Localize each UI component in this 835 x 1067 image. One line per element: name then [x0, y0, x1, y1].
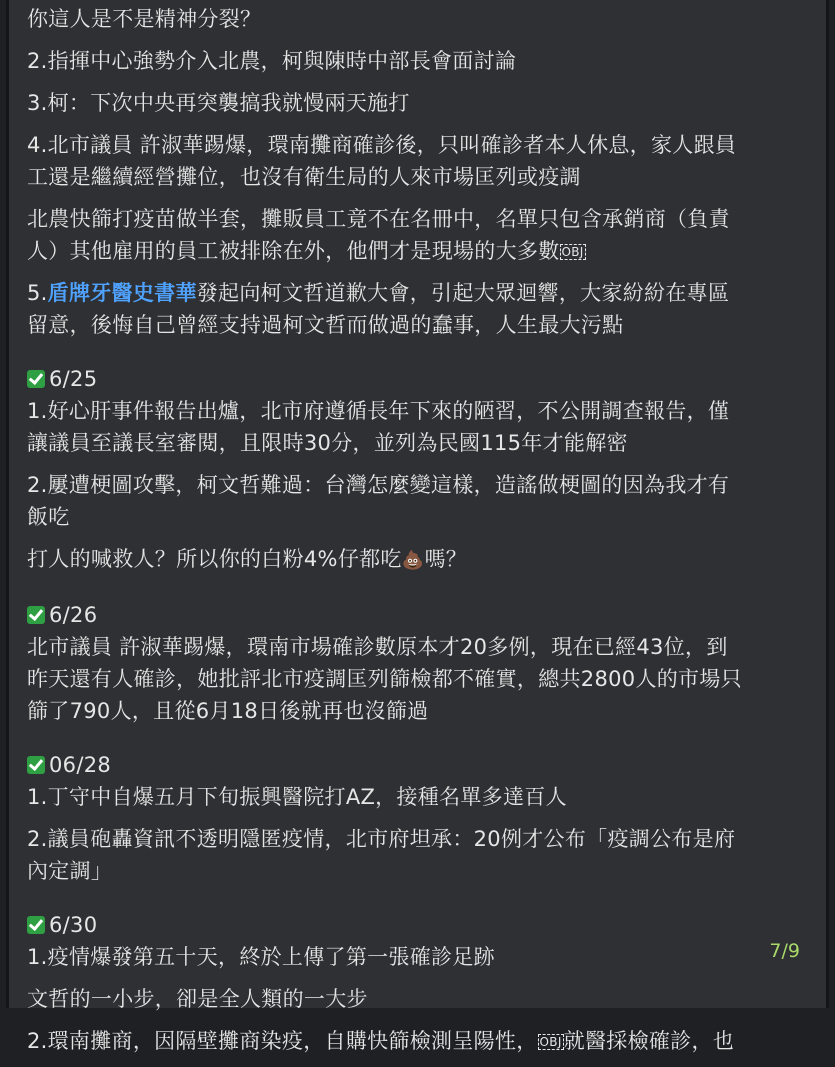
- spacer: [27, 897, 813, 909]
- text-paragraph: [27, 3, 813, 35]
- text-paragraph: [27, 631, 813, 727]
- poop-emoji-icon: 💩: [401, 550, 425, 571]
- text-line: 4.北市議員 許淑華踢爆，環南攤商確診後，只叫確診者本人休息，家人跟員: [27, 133, 737, 157]
- text-line: 北農快篩打疫苗做半套，攤販員工竟不在名冊中，名單只包含承銷商（負責: [27, 207, 730, 231]
- date-heading: [27, 363, 813, 395]
- text-fragment: 就醫採檢確診，也: [563, 1029, 735, 1053]
- text-line: [27, 543, 813, 577]
- text-paragraph: [27, 781, 813, 813]
- text-line: 1.丁守中自爆五月下旬振興醫院打AZ，接種名單多達百人: [27, 785, 567, 809]
- text-line: 2.議員砲轟資訊不透明隱匿疫情，北市府坦承：20例才公布「疫調公布是府: [27, 827, 736, 851]
- text-paragraph: [27, 823, 813, 887]
- text-paragraph: [27, 395, 813, 459]
- date-label: 06/28: [49, 753, 112, 777]
- text-paragraph: [27, 1025, 813, 1057]
- text-line: 飯吃: [27, 505, 70, 529]
- text-line: 工還是繼續經營攤位，也沒有衛生局的人來市場匡列或疫調: [27, 165, 581, 189]
- text-line: 2.屢遭梗圖攻擊，柯文哲難過：台灣怎麼變這樣，造謠做梗圖的因為我才有: [27, 473, 730, 497]
- text-fragment: 打人的喊救人？所以你的白粉4%仔都吃: [27, 547, 402, 571]
- text-line: 昨天還有人確診，她批評北市疫調匡列篩檢都不確實，總共2800人的市場只: [27, 667, 742, 691]
- text-line: 3.柯：下次中央再突襲搞我就慢兩天施打: [27, 91, 410, 115]
- date-label: 6/25: [49, 367, 98, 391]
- date-heading: [27, 749, 813, 781]
- date-label: 6/26: [49, 603, 98, 627]
- spacer: [27, 587, 813, 599]
- text-line: 留意，後悔自己曾經支持過柯文哲而做過的蠢事，人生最大污點: [27, 313, 624, 337]
- check-mark-icon: [27, 756, 45, 774]
- post-content: [27, 3, 813, 1067]
- text-paragraph: [27, 983, 813, 1015]
- text-line: 篩了790人，且從6月18日後就再也沒篩過: [27, 699, 429, 723]
- text-line: 讓議員至議長室審閱，且限時30分，並列為民國115年才能解密: [27, 431, 628, 455]
- object-placeholder-icon: OBJ: [561, 245, 584, 259]
- text-line: 1.好心肝事件報告出爐，北市府遵循長年下來的陋習，不公開調查報告，僅: [27, 399, 730, 423]
- text-line: 文哲的一小步，卻是全人類的一大步: [27, 987, 368, 1011]
- check-mark-icon: [27, 606, 45, 624]
- text-paragraph: [27, 469, 813, 533]
- text-line: 2.指揮中心強勢介入北農，柯與陳時中部長會面討論: [27, 49, 517, 73]
- text-fragment: 發起向柯文哲道歉大會，引起大眾迴響，大家紛紛在專區: [196, 281, 730, 305]
- text-fragment: 5.: [27, 281, 48, 305]
- text-fragment: 人）其他雇用的員工被排除在外，他們才是現場的大多數: [27, 239, 560, 263]
- date-heading: [27, 909, 813, 941]
- text-line: 1.疫情爆發第五十天，終於上傳了第一張確診足跡: [27, 945, 495, 969]
- check-mark-icon: [27, 916, 45, 934]
- mention-link[interactable]: 盾牌牙醫史書華: [47, 281, 197, 305]
- spacer: [27, 351, 813, 363]
- text-paragraph: [27, 87, 813, 119]
- text-line: 北市議員 許淑華踢爆，環南市場確診數原本才20多例，現在已經43位，到: [27, 635, 728, 659]
- date-heading: [27, 599, 813, 631]
- text-fragment: 嗎？: [424, 547, 468, 571]
- date-label: 6/30: [49, 913, 98, 937]
- text-line: [27, 1025, 813, 1057]
- object-placeholder-icon: OBJ: [539, 1035, 562, 1049]
- text-line: 你這人是不是精神分裂？: [27, 7, 262, 31]
- post-frame: [6, 0, 829, 1053]
- text-fragment: 2.環南攤商，因隔壁攤商染疫，自購快篩檢測呈陽性，: [27, 1029, 538, 1053]
- text-line: 內定調」: [27, 859, 113, 883]
- text-line: [27, 277, 813, 309]
- text-paragraph: [27, 543, 813, 577]
- text-paragraph: [27, 45, 813, 77]
- text-paragraph: [27, 277, 813, 341]
- text-paragraph: [27, 941, 813, 973]
- spacer: [27, 737, 813, 749]
- check-mark-icon: [27, 370, 45, 388]
- text-line: [27, 235, 813, 267]
- text-paragraph: [27, 203, 813, 267]
- page-indicator: 7/9: [769, 940, 800, 962]
- text-paragraph: [27, 129, 813, 193]
